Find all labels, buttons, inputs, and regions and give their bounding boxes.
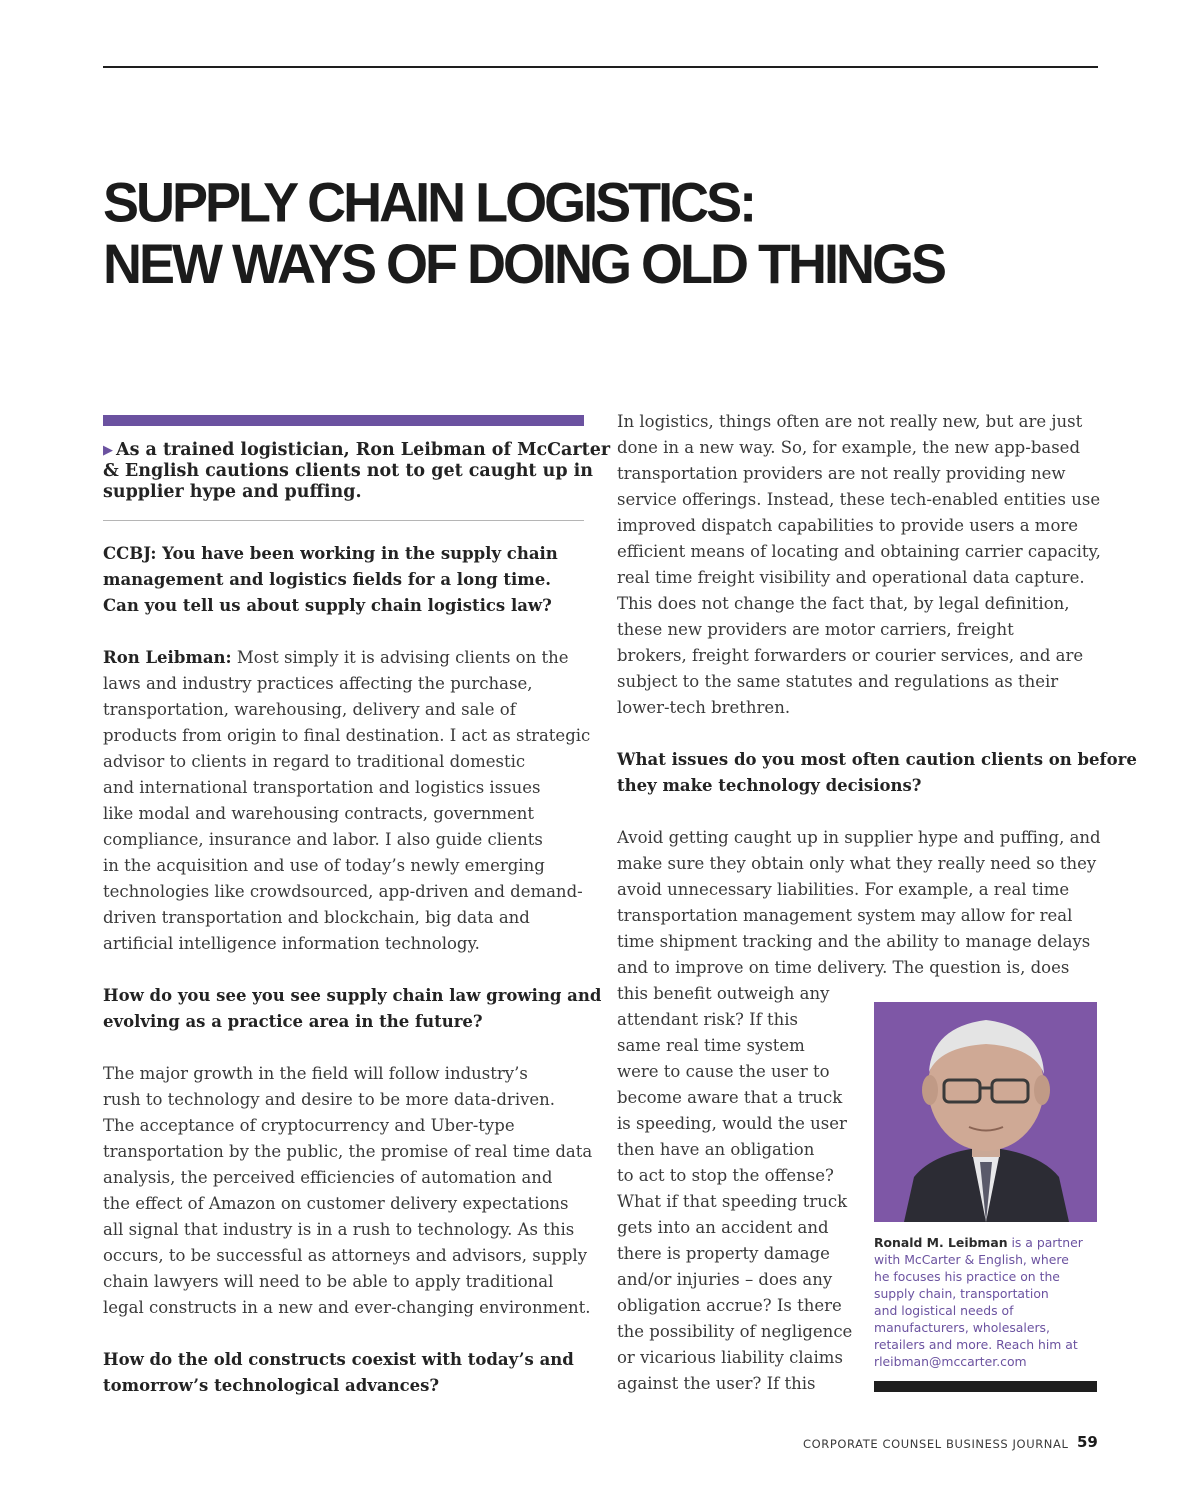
answer-line: What if that speeding truck xyxy=(617,1192,848,1211)
answer-line: efficient means of locating and obtaining carrier capacity, xyxy=(617,542,1101,561)
answer-line: like modal and warehousing contracts, government xyxy=(103,804,535,823)
answer-line: compliance, insurance and labor. I also guide clients xyxy=(103,830,543,849)
deck-line: & English cautions clients not to get caught up in xyxy=(103,461,594,481)
answer-line: The acceptance of cryptocurrency and Uber-type xyxy=(103,1116,515,1135)
answer-line: the effect of Amazon on customer delivery expectations xyxy=(103,1194,569,1213)
deck-line: As a trained logistician, Ron Leibman of McCarter xyxy=(116,440,611,460)
answer-line: legal constructs in a new and ever-changing environment. xyxy=(103,1298,591,1317)
page-number: 59 xyxy=(1077,1433,1098,1451)
answer-line: transportation providers are not really providing new xyxy=(617,464,1066,483)
article-title xyxy=(103,172,1103,296)
top-rule xyxy=(103,66,1098,68)
question-line: evolving as a practice area in the future? xyxy=(103,1012,483,1031)
question-line: What issues do you most often caution clients on before xyxy=(617,750,1137,769)
speaker-name: Ron Leibman: xyxy=(103,648,232,667)
question-1 xyxy=(103,541,589,619)
answer-3 xyxy=(617,409,1103,721)
caption-line: and logistical needs of xyxy=(874,1303,1014,1318)
sidebar-bottom-bar xyxy=(874,1381,1097,1392)
author-email: rleibman@mccarter.com xyxy=(874,1354,1027,1369)
question-line: Can you tell us about supply chain logistics law? xyxy=(103,596,552,615)
deck-accent-bar xyxy=(103,415,584,426)
question-3 xyxy=(103,1347,589,1399)
caption-line: supply chain, transportation xyxy=(874,1286,1049,1301)
answer-line: real time freight visibility and operational data capture. xyxy=(617,568,1085,587)
answer-line: subject to the same statutes and regulations as their xyxy=(617,672,1059,691)
answer-line: gets into an accident and xyxy=(617,1218,829,1237)
author-caption xyxy=(874,1234,1104,1370)
question-4 xyxy=(617,747,1137,799)
answer-line: laws and industry practices affecting the purchase, xyxy=(103,674,533,693)
author-photo xyxy=(874,1002,1097,1222)
answer-line: to act to stop the offense? xyxy=(617,1166,834,1185)
article-deck xyxy=(103,440,611,503)
caption-line: he focuses his practice on the xyxy=(874,1269,1060,1284)
answer-line: chain lawyers will need to be able to apply traditional xyxy=(103,1272,554,1291)
answer-line: analysis, the perceived efficiencies of automation and xyxy=(103,1168,553,1187)
answer-line: service offerings. Instead, these tech-enabled entities use xyxy=(617,490,1101,509)
answer-line: and/or injuries – does any xyxy=(617,1270,833,1289)
deck-divider xyxy=(103,520,584,521)
answer-line: in the acquisition and use of today’s newly emerging xyxy=(103,856,545,875)
answer-line: Avoid getting caught up in supplier hype and puffing, and xyxy=(617,828,1101,847)
left-column xyxy=(103,541,602,1399)
question-line: management and logistics fields for a long time. xyxy=(103,570,551,589)
question-line: How do the old constructs coexist with today’s and xyxy=(103,1350,574,1369)
answer-line: advisor to clients in regard to traditional domestic xyxy=(103,752,526,771)
answer-line: lower-tech brethren. xyxy=(617,698,791,717)
answer-line: brokers, freight forwarders or courier services, and are xyxy=(617,646,1084,665)
answer-line: This does not change the fact that, by legal definition, xyxy=(617,594,1070,613)
caption-line: with McCarter & English, where xyxy=(874,1252,1069,1267)
portrait-illustration xyxy=(874,1002,1097,1222)
answer-line: make sure they obtain only what they really need so they xyxy=(617,854,1097,873)
caption-line: is a partner xyxy=(1007,1235,1083,1250)
answer-line: avoid unnecessary liabilities. For example, a real time xyxy=(617,880,1070,899)
answer-line: become aware that a truck xyxy=(617,1088,843,1107)
title-line-2: NEW WAYS OF DOING OLD THINGS xyxy=(103,233,945,296)
caption-line: manufacturers, wholesalers, xyxy=(874,1320,1050,1335)
answer-line: these new providers are motor carriers, freight xyxy=(617,620,1014,639)
question-line: CCBJ: You have been working in the supply chain xyxy=(103,544,558,563)
answer-line: products from origin to final destination. I act as strategic xyxy=(103,726,591,745)
answer-line: Most simply it is advising clients on the xyxy=(231,648,569,667)
answer-line: driven transportation and blockchain, big data and xyxy=(103,908,530,927)
author-name: Ronald M. Leibman xyxy=(874,1235,1008,1250)
answer-line: the possibility of negligence xyxy=(617,1322,853,1341)
question-line: tomorrow’s technological advances? xyxy=(103,1376,440,1395)
question-line: How do you see you see supply chain law growing and xyxy=(103,986,602,1005)
answer-line: is speeding, would the user xyxy=(617,1114,847,1133)
answer-2 xyxy=(103,1061,593,1321)
answer-line: were to cause the user to xyxy=(617,1062,830,1081)
answer-line: then have an obligation xyxy=(617,1140,815,1159)
deck-line: supplier hype and puffing. xyxy=(103,482,362,502)
answer-line: technologies like crowdsourced, app-driven and demand- xyxy=(103,882,583,901)
answer-line: transportation, warehousing, delivery and sale of xyxy=(103,700,516,719)
answer-line: against the user? If this xyxy=(617,1374,816,1393)
question-line: they make technology decisions? xyxy=(617,776,922,795)
answer-1 xyxy=(103,645,589,957)
answer-line: and to improve on time delivery. The question is, does xyxy=(617,958,1070,977)
answer-line: In logistics, things often are not really new, but are just xyxy=(617,412,1083,431)
answer-line: improved dispatch capabilities to provide users a more xyxy=(617,516,1079,535)
answer-line: rush to technology and desire to be more data-driven. xyxy=(103,1090,556,1109)
title-line-1: SUPPLY CHAIN LOGISTICS: xyxy=(103,172,755,234)
answer-line: time shipment tracking and the ability to manage delays xyxy=(617,932,1091,951)
answer-line: obligation accrue? Is there xyxy=(617,1296,842,1315)
answer-line: this benefit outweigh any xyxy=(617,984,830,1003)
triangle-arrow-icon: ▶ xyxy=(103,443,113,458)
answer-line: attendant risk? If this xyxy=(617,1010,798,1029)
caption-line: retailers and more. Reach him at xyxy=(874,1337,1078,1352)
answer-line: all signal that industry is in a rush to technology. As this xyxy=(103,1220,575,1239)
answer-line: same real time system xyxy=(617,1036,805,1055)
answer-line: occurs, to be successful as attorneys and advisors, supply xyxy=(103,1246,588,1265)
answer-line: there is property damage xyxy=(617,1244,830,1263)
answer-line: and international transportation and logistics issues xyxy=(103,778,541,797)
answer-line: transportation by the public, the promise of real time data xyxy=(103,1142,593,1161)
question-2 xyxy=(103,983,602,1035)
answer-line: done in a new way. So, for example, the new app-based xyxy=(617,438,1081,457)
answer-line: or vicarious liability claims xyxy=(617,1348,843,1367)
footer-publication: CORPORATE COUNSEL BUSINESS JOURNAL xyxy=(803,1437,1069,1451)
answer-line: artificial intelligence information technology. xyxy=(103,934,480,953)
answer-line: The major growth in the field will follow industry’s xyxy=(103,1064,528,1083)
answer-line: transportation management system may allow for real xyxy=(617,906,1073,925)
